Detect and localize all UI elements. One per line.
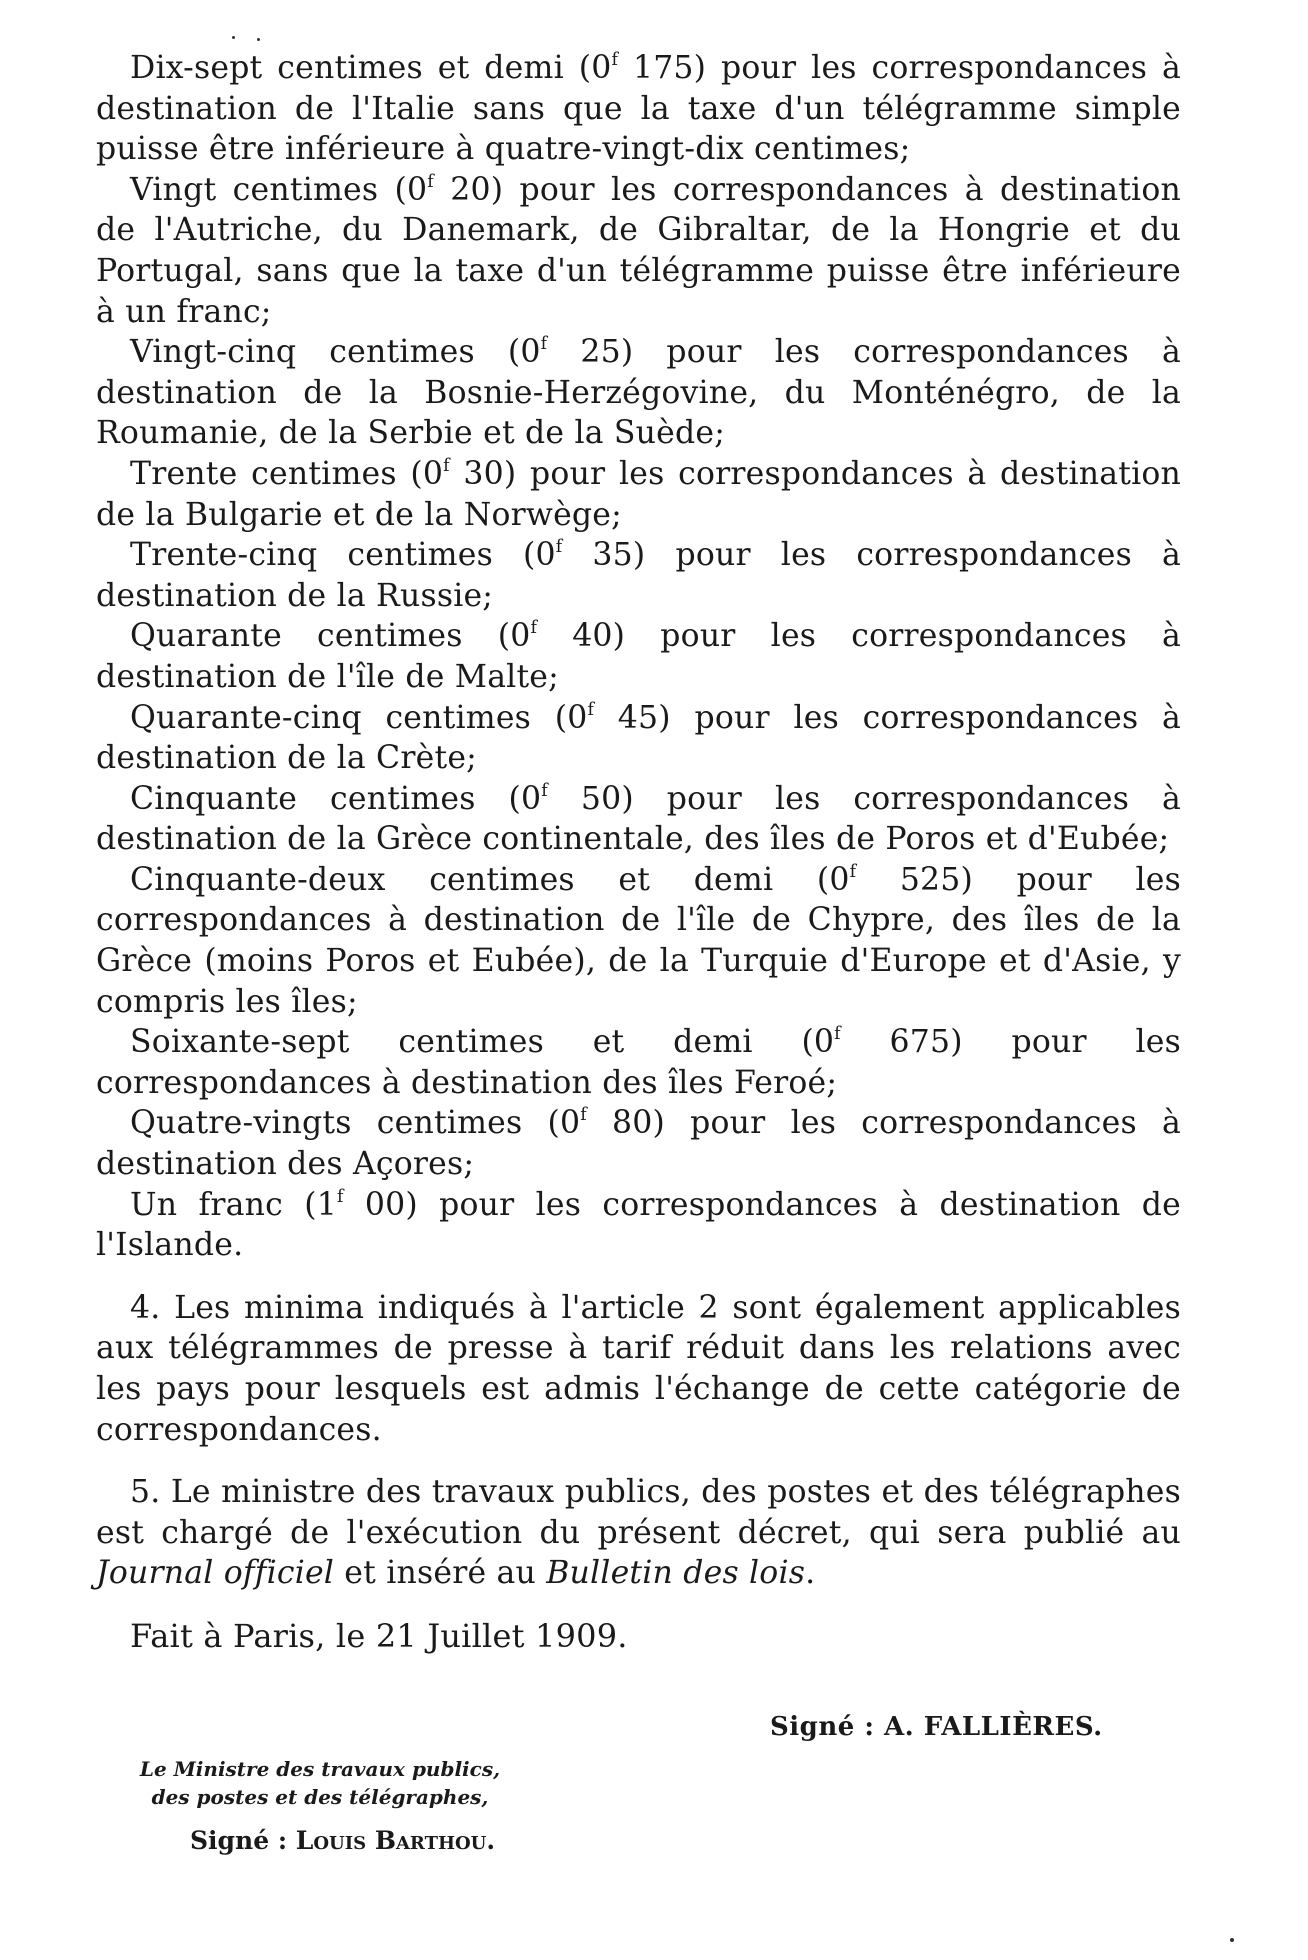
tariff-paragraph: Cinquante centimes (0$^f$ 50) pour les correspondances à destination de la Grèce continentale, des îles de Poros et d'Eubée; — [96, 780, 1181, 858]
print-speck — [1230, 1938, 1234, 1942]
print-speck — [232, 36, 235, 39]
article-4: 4. Les minima indiqués à l'article 2 sont également applicables aux télégrammes de presse à tarif réduit dans les relations avec les pays pour lesquels est admis l'échange de cette catégorie de correspondances. — [96, 1289, 1181, 1448]
tariff-paragraph: Trente centimes (0$^f$ 30) pour les correspondances à destination de la Bulgarie et de la Norwège; — [96, 455, 1182, 533]
tariff-paragraph: Vingt-cinq centimes (0$^f$ 25) pour les correspondances à destination de la Bosnie-Herzégovine, du Monténégro, de la Roumanie, de la Serbie et de la Suède; — [96, 334, 1181, 452]
tariff-paragraph: Vingt centimes (0$^f$ 20) pour les correspondances à destination de l'Autriche, du Danemark, de Gibraltar, de la Hongrie et du Portugal, sans que la taxe d'un télégramme puisse être inférieure à un franc; — [96, 171, 1181, 330]
president-signature: Signé : A. FALLIÈRES. — [770, 1712, 1103, 1742]
decree-body — [96, 48, 1181, 1657]
date-line: Fait à Paris, le 21 Juillet 1909. — [130, 1616, 628, 1655]
tariff-paragraph: Trente-cinq centimes (0$^f$ 35) pour les correspondances à destination de la Russie; — [96, 537, 1181, 614]
minister-signature: Signé : Louis Barthou. — [190, 1826, 496, 1855]
minister-title — [100, 1755, 540, 1811]
tariff-paragraph: Quatre-vingts centimes (0$^f$ 80) pour les correspondances à destination des Açores; — [96, 1105, 1181, 1183]
minister-title-line: des postes et des télégraphes, — [151, 1785, 489, 1809]
tariff-paragraph: Un franc (1$^f$ 00) pour les correspondances à destination de l'Islande. — [96, 1186, 1181, 1264]
article-5: 5. Le ministre des travaux publics, des postes et des télégraphes est chargé de l'exécution du présent décret, qui sera publié au Journal officiel et inséré au Bulletin des lois. — [96, 1474, 1181, 1592]
minister-title-line: Le Ministre des travaux publics, — [139, 1757, 501, 1781]
tariff-paragraph: Soixante-sept centimes et demi (0$^f$ 675) pour les correspondances à destination des îles Feroé; — [96, 1024, 1181, 1101]
tariff-paragraph: Quarante centimes (0$^f$ 40) pour les correspondances à destination de l'île de Malte; — [96, 618, 1181, 695]
tariff-paragraph: Dix-sept centimes et demi (0$^f$ 175) pour les correspondances à destination de l'Italie sans que la taxe d'un télégramme simple puisse être inférieure à quatre-vingt-dix centimes; — [96, 50, 1182, 168]
tariff-paragraph: Quarante-cinq centimes (0$^f$ 45) pour les correspondances à destination de la Crète; — [96, 699, 1182, 777]
tariff-paragraph: Cinquante-deux centimes et demi (0$^f$ 525) pour les correspondances à destination de l'île de Chypre, des îles de la Grèce (moins Poros et Eubée), de la Turquie d'Europe et d'Asie, y compris les îles; — [96, 861, 1182, 1020]
print-speck — [257, 38, 260, 41]
